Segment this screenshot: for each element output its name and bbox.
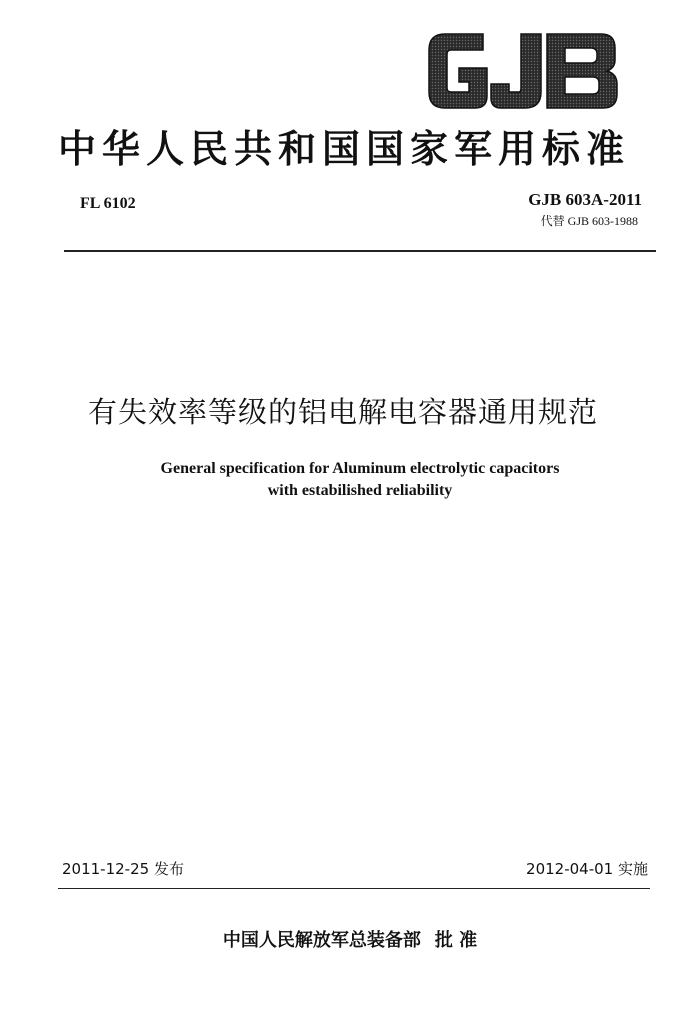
header-divider — [64, 250, 656, 252]
footer-divider — [58, 888, 650, 889]
issue-date: 2011-12-25 发布 — [62, 860, 184, 878]
english-title-line-1: General specification for Aluminum electrolytic capacitors — [160, 460, 560, 477]
approval-line — [0, 926, 700, 952]
standard-number: GJB 603A-2011 — [528, 190, 642, 209]
approval-label: 批 准 — [434, 930, 478, 951]
chinese-title: 有失效率等级的铝电解电容器通用规范 — [88, 395, 599, 429]
issuing-authority: 中国人民解放军总装备部 — [222, 930, 421, 951]
gjb-logo — [425, 30, 620, 112]
classification-code: FL 6102 — [80, 195, 136, 212]
implementation-date: 2012-04-01 实施 — [526, 860, 648, 878]
english-title-line-2: with estabilished reliability — [267, 482, 453, 499]
country-standard-title: 中华人民共和国国家军用标准 — [58, 126, 631, 171]
replaces-standard: 代替 GJB 603-1988 — [540, 214, 638, 228]
english-title — [60, 458, 660, 502]
